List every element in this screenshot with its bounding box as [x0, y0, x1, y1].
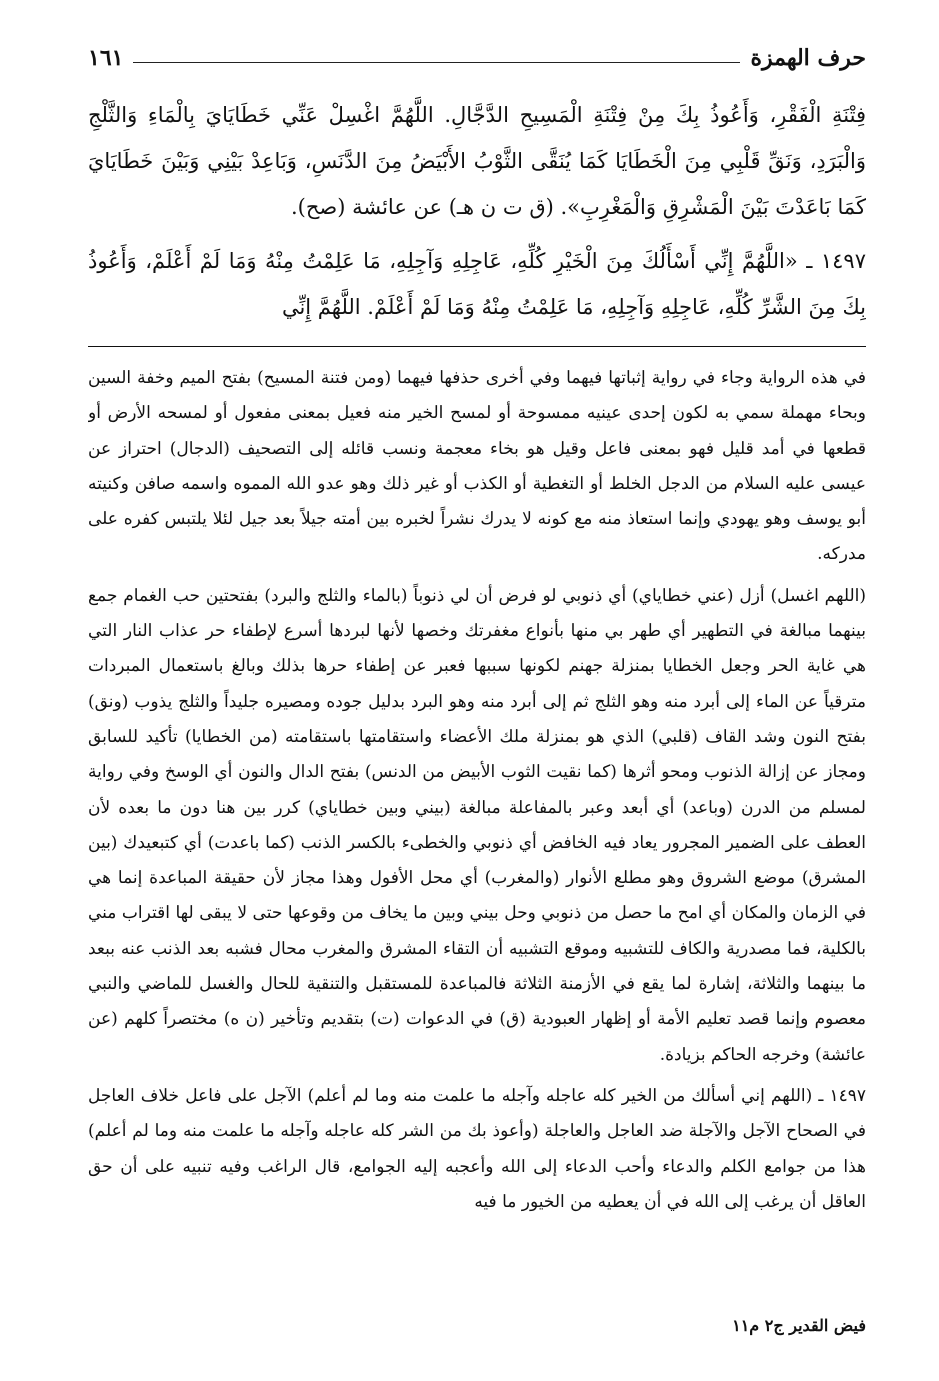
hadith-text: [88, 92, 866, 330]
commentary-paragraph: (اللهم اغسل) أزل (عني خطاياي) أي ذنوبي لو فرض أن لي ذنوباً (بالماء والثلج والبرد) بفتحتين حب الغمام جمع بينهما مبالغة في التطهير أي طهر بي منها بأنواع مغفرتك وخصها لأنها لبردها أسرع لإطفاء حر عذاب النار التي هي غاية الحر وجعل الخطايا بمنزلة جهنم لكونها سببها فعبر عن إطفاء حرها بذلك وبالغ باستعمال المبردات مترقياً عن الماء إلى أبرد منه وهو الثلج ثم إلى أبرد منه وهو البرد بدليل جوده ومصيره جليداً والثلج يذوب (ونق) بفتح النون وشد القاف (قلبي) الذي هو بمنزلة ملك الأعضاء واستقامتها باستقامته (من الخطايا) تأكيد للسابق ومجاز عن إزالة الذنوب ومحو أثرها (كما نقيت الثوب الأبيض من الدنس) بفتح الدال والنون أي الوسخ وفي رواية لمسلم من الدرن (وباعد) أي أبعد وعبر بالمفاعلة مبالغة (بيني وبين خطاياي) كرر بين هنا دون ما بعده لأن العطف على الضمير المجرور يعاد فيه الخافض أي ذنوبي والخطىء بالكسر الذنب (كما باعدت) أي كتبعيدك (بين المشرق) موضع الشروق وهو مطلع الأنوار (والمغرب) أي محل الأفول وهذا مجاز لأن حقيقة المباعدة إنما هي في الزمان والمكان أي امح ما حصل من ذنوبي وحل بيني وبين ما يخاف من وقوعها حتى لا يبقى لها اقتراب مني بالكلية، فما مصدرية والكاف للتشبيه وموقع التشبيه أن التقاء المشرق والمغرب محال فشبه بعد الذنب عنه ببعد ما بينهما والثلاثة، إشارة لما يقع في الأزمنة الثلاثة فالمباعدة للمستقبل والتنقية للحال والغسل للماضي والنبي معصوم وإنما قصد تعليم الأمة أو إظهار العبودية (ق) في الدعوات (ت) بتقديم وتأخير (ن ه) مختصراً كلهم (عن عائشة) وخرجه الحاكم بزيادة.: [88, 585, 866, 1065]
commentary-paragraph: في هذه الرواية وجاء في رواية إثباتها فيهما وفي أخرى حذفها فيهما (ومن فتنة المسيح) بفتح الميم وخفة السين وبحاء مهملة سمي به لكون إحدى عينيه ممسوحة أو لمسح الخير منه فعيل بمعنى مفعول أو لمسحه الأرض أو قطعها في أمد قليل فهو بمعنى فاعل وقيل هو بخاء معجمة ونسب قائله إلى التصحيف (الدجال) احتراز عن عيسى عليه السلام من الدجل الخلط أو التغطية أو الكذب أو غير ذلك وهو عدو الله المموه واسمه صافن وكنيته أبو يوسف وهو يهودي وإنما استعاذ منه مع كونه لا يدرك نشراً لخبره بين أمته جيلاً بعد جيل لئلا يلتبس كفره على مدركه.: [88, 368, 866, 565]
chapter-title: حرف الهمزة: [750, 45, 866, 71]
hadith-paragraph: ١٤٩٧ ـ «اللَّهُمَّ إِنِّي أَسْأَلُكَ مِنَ الْخَيْرِ كُلِّهِ، عَاجِلِهِ وَآجِلِهِ، مَا عَلِمْتُ مِنْهُ وَمَا لَمْ أَعْلَمْ، وَأَعُوذُ بِكَ مِنَ الشَّرِّ كُلِّهِ، عَاجِلِهِ وَآجِلِهِ، مَا عَلِمْتُ مِنْهُ وَمَا لَمْ أَعْلَمْ. اللَّهُمَّ إِنِّي: [88, 249, 866, 319]
hadith-paragraph: فِتْنَةِ الْفَقْرِ، وَأَعُوذُ بِكَ مِنْ فِتْنَةِ الْمَسِيحِ الدَّجَّالِ. اللَّهُمَّ اغْسِلْ عَنِّي خَطَايَايَ بِالْمَاءِ وَالثَّلْجِ وَالْبَرَدِ، وَنَقِّ قَلْبِي مِنَ الْخَطَايَا كَمَا يُنَقَّى الثَّوْبُ الأَبْيَضُ مِنَ الدَّنَسِ، وَبَاعِدْ بَيْنِي وَبَيْنَ خَطَايَايَ كَمَا بَاعَدْتَ بَيْنَ الْمَشْرِقِ وَالْمَغْرِبِ». (ق ت ن هـ) عن عائشة (صح).: [88, 103, 866, 219]
page-header: [88, 38, 866, 78]
header-rule: [133, 62, 740, 63]
commentary-paragraph: ١٤٩٧ ـ (اللهم إني أسألك من الخير كله عاجله وآجله ما علمت منه وما لم أعلم) الآجل على فاعل خلاف العاجل في الصحاح الآجل والآجلة ضد العاجل والعاجلة (وأعوذ بك من الشر كله عاجله وآجله ما علمت منه وما لم أعلم) هذا من جوامع الكلم والدعاء وأحب الدعاء إلى الله وأعجبه إليه الجوامع، قال الراغب وفيه تنبيه على أن حق العاقل أن يرغب إلى الله في أن يعطيه من الخيور ما فيه: [88, 1085, 866, 1212]
book-signature: فيض القدير ج٢ م١١: [732, 1316, 866, 1335]
commentary-text: [88, 361, 866, 1220]
page-number: ١٦١: [88, 45, 124, 71]
book-page: [88, 38, 866, 1338]
footnote-divider: [88, 346, 866, 347]
